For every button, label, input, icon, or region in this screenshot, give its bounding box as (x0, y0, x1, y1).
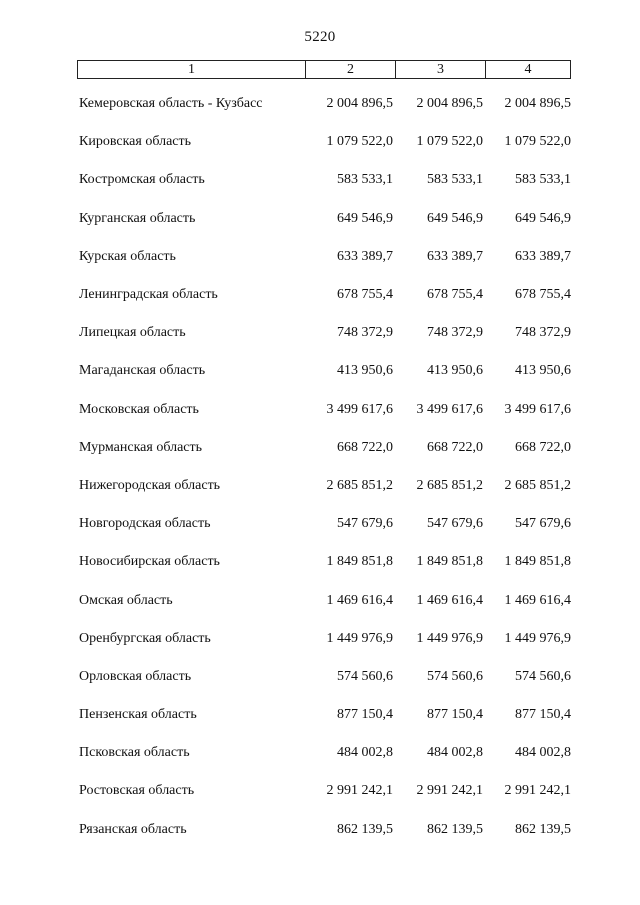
table-row (79, 238, 579, 276)
table-row (79, 620, 579, 658)
value-col-2: 877 150,4 (337, 707, 393, 723)
region-name: Магаданская область (79, 363, 206, 379)
value-col-4: 862 139,5 (515, 821, 571, 837)
region-name: Пензенская область (79, 707, 197, 723)
value-col-4: 484 002,8 (515, 745, 571, 761)
value-col-4: 413 950,6 (515, 363, 571, 379)
table-row (79, 161, 579, 199)
value-col-3: 862 139,5 (427, 821, 483, 837)
table-row (79, 658, 579, 696)
value-col-3: 2 004 896,5 (416, 96, 483, 112)
value-col-2: 3 499 617,6 (326, 401, 393, 417)
value-col-2: 2 004 896,5 (326, 96, 393, 112)
value-col-4: 748 372,9 (515, 325, 571, 341)
value-col-4: 877 150,4 (515, 707, 571, 723)
region-name: Курганская область (79, 210, 196, 226)
value-col-2: 678 755,4 (337, 287, 393, 303)
value-col-2: 1 469 616,4 (326, 592, 393, 608)
value-col-2: 649 546,9 (337, 210, 393, 226)
region-name: Липецкая область (79, 325, 186, 341)
value-col-3: 668 722,0 (427, 439, 483, 455)
value-col-3: 1 079 522,0 (416, 134, 483, 150)
table-row (79, 314, 579, 352)
region-name: Новосибирская область (79, 554, 220, 570)
value-col-4: 2 004 896,5 (504, 96, 571, 112)
value-col-4: 1 449 976,9 (504, 630, 571, 646)
value-col-2: 2 991 242,1 (326, 783, 393, 799)
table-row (79, 85, 579, 123)
region-name: Новгородская область (79, 516, 211, 532)
value-col-4: 3 499 617,6 (504, 401, 571, 417)
region-name: Ленинградская область (79, 287, 218, 303)
page-number: 5220 (304, 29, 336, 45)
table-row (79, 429, 579, 467)
value-col-2: 668 722,0 (337, 439, 393, 455)
table-row (79, 123, 579, 161)
value-col-2: 583 533,1 (337, 172, 393, 188)
value-col-2: 413 950,6 (337, 363, 393, 379)
value-col-4: 574 560,6 (515, 668, 571, 684)
region-name: Кировская область (79, 134, 192, 150)
value-col-4: 2 991 242,1 (504, 783, 571, 799)
value-col-4: 649 546,9 (515, 210, 571, 226)
table-row (79, 352, 579, 390)
value-col-3: 583 533,1 (427, 172, 483, 188)
table-row (79, 391, 579, 429)
region-name: Оренбургская область (79, 630, 211, 646)
table-row (79, 696, 579, 734)
value-col-4: 1 849 851,8 (504, 554, 571, 570)
value-col-3: 748 372,9 (427, 325, 483, 341)
value-col-3: 2 991 242,1 (416, 783, 483, 799)
value-col-4: 547 679,6 (515, 516, 571, 532)
value-col-2: 1 079 522,0 (326, 134, 393, 150)
region-name: Орловская область (79, 668, 192, 684)
value-col-2: 484 002,8 (337, 745, 393, 761)
value-col-4: 633 389,7 (515, 248, 571, 264)
column-header-3: 3 (395, 61, 485, 78)
value-col-3: 877 150,4 (427, 707, 483, 723)
value-col-3: 649 546,9 (427, 210, 483, 226)
table-body (79, 85, 579, 849)
table-row (79, 505, 579, 543)
table-row (79, 772, 579, 810)
value-col-3: 3 499 617,6 (416, 401, 483, 417)
value-col-4: 1 469 616,4 (504, 592, 571, 608)
value-col-3: 574 560,6 (427, 668, 483, 684)
table-row (79, 811, 579, 849)
value-col-2: 862 139,5 (337, 821, 393, 837)
table-row (79, 467, 579, 505)
table-row (79, 200, 579, 238)
region-name: Московская область (79, 401, 199, 417)
column-header-4: 4 (485, 61, 570, 78)
value-col-4: 678 755,4 (515, 287, 571, 303)
value-col-4: 668 722,0 (515, 439, 571, 455)
value-col-3: 1 449 976,9 (416, 630, 483, 646)
value-col-3: 1 469 616,4 (416, 592, 483, 608)
value-col-4: 2 685 851,2 (504, 477, 571, 493)
value-col-3: 1 849 851,8 (416, 554, 483, 570)
region-name: Псковская область (79, 745, 190, 761)
region-name: Костромская область (79, 172, 205, 188)
region-name: Ростовская область (79, 783, 195, 799)
region-name: Нижегородская область (79, 477, 221, 493)
value-col-4: 1 079 522,0 (504, 134, 571, 150)
column-header-1: 1 (188, 61, 195, 77)
table-row (79, 276, 579, 314)
region-name: Мурманская область (79, 439, 203, 455)
value-col-2: 547 679,6 (337, 516, 393, 532)
value-col-4: 583 533,1 (515, 172, 571, 188)
value-col-2: 1 449 976,9 (326, 630, 393, 646)
region-name: Кемеровская область - Кузбасс (79, 96, 263, 112)
table-row (79, 734, 579, 772)
value-col-2: 633 389,7 (337, 248, 393, 264)
value-col-3: 413 950,6 (427, 363, 483, 379)
table-row (79, 543, 579, 581)
value-col-3: 484 002,8 (427, 745, 483, 761)
table-row (79, 581, 579, 619)
value-col-3: 2 685 851,2 (416, 477, 483, 493)
value-col-2: 1 849 851,8 (326, 554, 393, 570)
value-col-2: 574 560,6 (337, 668, 393, 684)
region-name: Рязанская область (79, 821, 187, 837)
value-col-3: 678 755,4 (427, 287, 483, 303)
value-col-3: 633 389,7 (427, 248, 483, 264)
region-name: Курская область (79, 248, 176, 264)
column-header-2: 2 (305, 61, 395, 78)
column-header-row (77, 60, 571, 79)
value-col-2: 748 372,9 (337, 325, 393, 341)
region-name: Омская область (79, 592, 173, 608)
value-col-2: 2 685 851,2 (326, 477, 393, 493)
value-col-3: 547 679,6 (427, 516, 483, 532)
